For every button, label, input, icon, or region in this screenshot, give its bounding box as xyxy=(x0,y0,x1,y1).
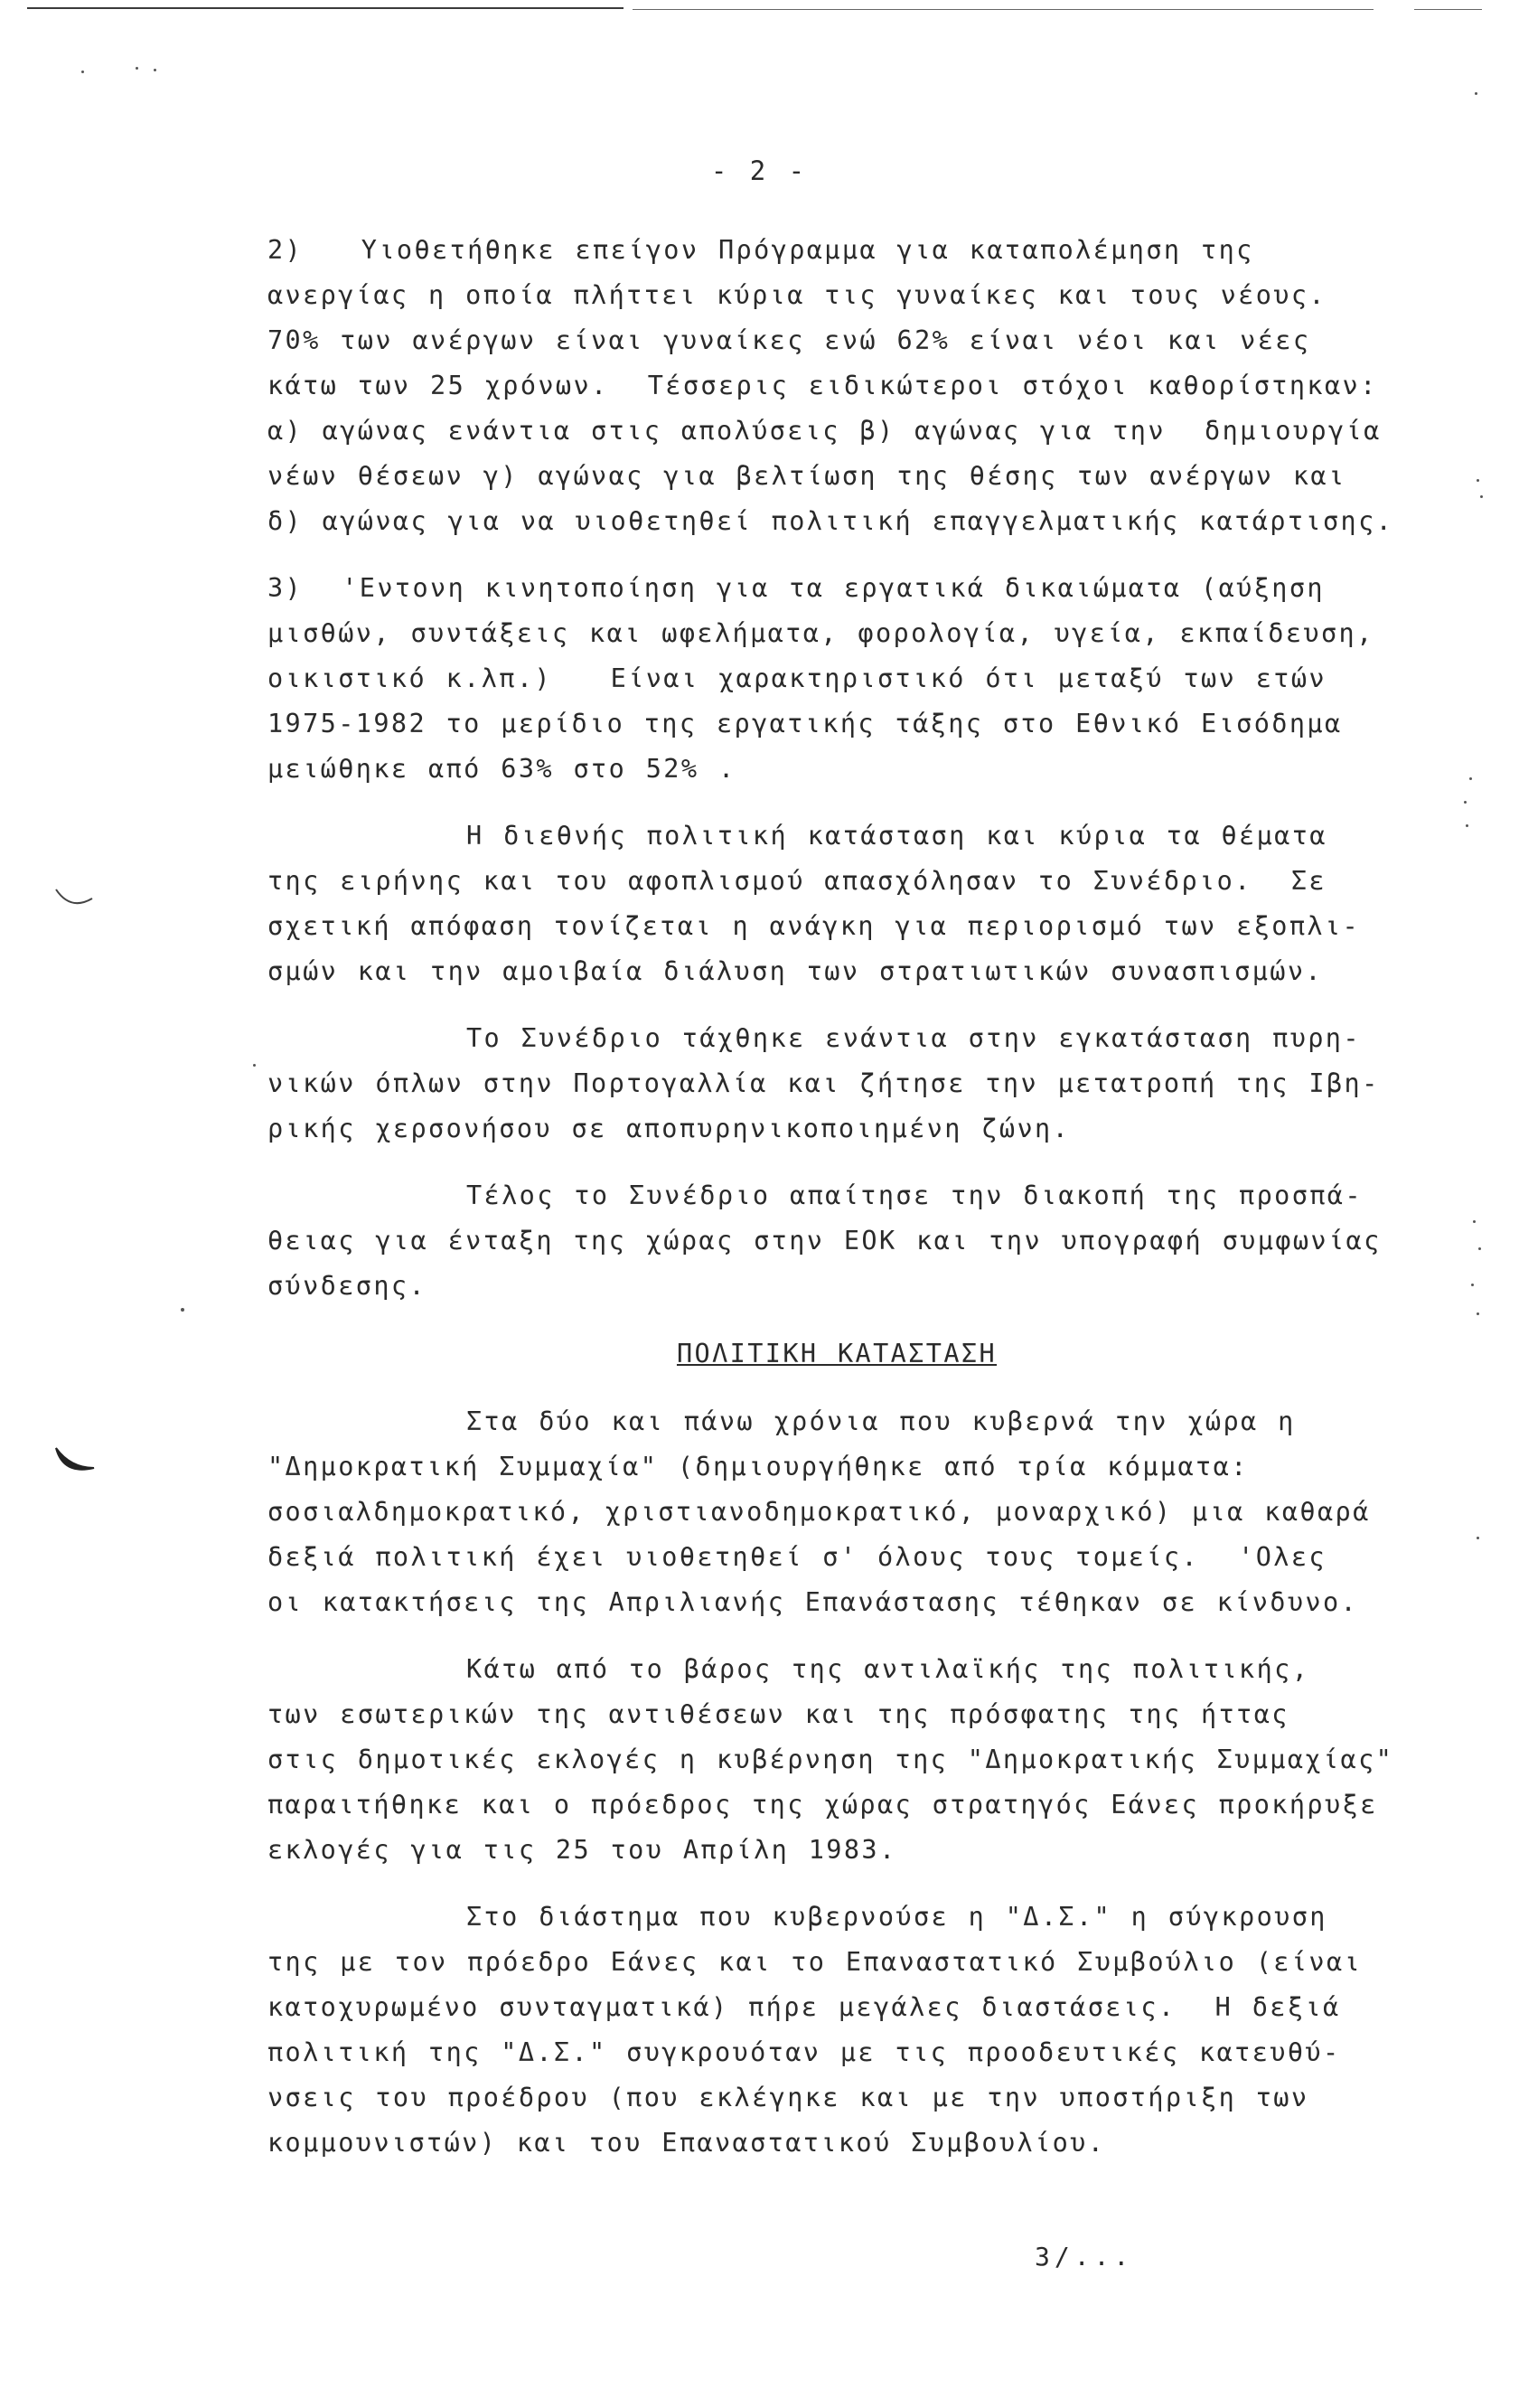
text-line: των εσωτερικών της αντιθέσεων και της πρόσφατης της ήττας xyxy=(267,1699,1289,1729)
text-line: ανεργίας η οποία πλήττει κύρια τις γυναίκες και τους νέους. xyxy=(267,280,1327,310)
text-line: ρικής χερσονήσου σε αποπυρηνικοποιημένη ζώνη. xyxy=(267,1114,1071,1143)
text-line: Στα δύο και πάνω χρόνια που κυβερνά την χώρα η xyxy=(466,1406,1296,1436)
text-line: Το Συνέδριο τάχθηκε ενάντια στην εγκατάσταση πυρη- xyxy=(466,1023,1361,1053)
text-line: κατοχυρωμένο συνταγματικά) πήρε μεγάλες διαστάσεις. Η δεξιά xyxy=(267,1992,1341,2022)
text-line: δεξιά πολιτική έχει υιοθετηθεί σ' όλους τους τομείς. 'Ολες xyxy=(267,1542,1327,1572)
text-line: θειας για ένταξη της χώρας στην ΕΟΚ και την υπογραφή συμφωνίας xyxy=(267,1226,1382,1256)
text-line: παραιτήθηκε και ο πρόεδρος της χώρας στρατηγός Εάνες προκήρυξε xyxy=(267,1790,1378,1820)
text-line: οικιστικό κ.λπ.) Είναι χαρακτηριστικό ότι μεταξύ των ετών xyxy=(267,663,1327,693)
punch-hole-mark-lower xyxy=(52,1444,99,1484)
text-line: δ) αγώνας για να υιοθετηθεί πολιτική επαγγελματικής κατάρτισης. xyxy=(267,506,1394,536)
top-border-rule-mid xyxy=(633,9,1374,10)
top-border-rule-right xyxy=(1414,9,1482,10)
text-line: στις δημοτικές εκλογές η κυβέρνηση της "Δημοκρατικής Συμμαχίας" xyxy=(267,1745,1394,1774)
text-line: νικών όπλων στην Πορτογαλλία και ζήτησε την μετατροπή της Ιβη- xyxy=(267,1068,1380,1098)
punch-hole-mark-upper xyxy=(52,884,98,920)
text-line: οι κατακτήσεις της Απριλιανής Επανάστασης τέθηκαν σε κίνδυνο. xyxy=(267,1587,1359,1617)
top-border-rule xyxy=(27,7,624,9)
text-line: εκλογές για τις 25 του Απρίλη 1983. xyxy=(267,1835,897,1865)
text-line: Κάτω από το βάρος της αντιλαϊκής της πολιτικής, xyxy=(466,1654,1310,1684)
text-line: νέων θέσεων γ) αγώνας για βελτίωση της θέσης των ανέργων και xyxy=(267,461,1346,491)
text-line: 2) Υιοθετήθηκε επείγον Πρόγραμμα για καταπολέμηση της xyxy=(267,235,1254,265)
text-line: της ειρήνης και του αφοπλισμού απασχόλησαν το Συνέδριο. Σε xyxy=(267,866,1327,896)
text-line: μειώθηκε από 63% στο 52% . xyxy=(267,754,736,784)
paragraph-eec xyxy=(267,1173,1388,1309)
paragraph-international xyxy=(267,814,1388,994)
text-line: σχετική απόφαση τονίζεται η ανάγκη για περιορισμό των εξοπλι- xyxy=(267,911,1361,941)
text-line: πολιτική της "Δ.Σ." συγκρουόταν με τις προοδευτικές κατευθύ- xyxy=(267,2037,1341,2067)
text-line: σύνδεσης. xyxy=(267,1271,427,1301)
paragraph-2 xyxy=(267,228,1394,544)
text-line: σοσιαλδημοκρατικό, χριστιανοδημοκρατικό, μοναρχικό) μια καθαρά xyxy=(267,1497,1371,1527)
text-line: Τέλος το Συνέδριο απαίτησε την διακοπή της προσπά- xyxy=(466,1180,1363,1210)
text-line: 3) 'Εντονη κινητοποίηση για τα εργατικά δικαιώματα (αύξηση xyxy=(267,573,1325,603)
text-line: Η διεθνής πολιτική κατάσταση και κύρια τα θέματα xyxy=(466,821,1327,851)
document-body xyxy=(267,228,1394,2166)
text-line: νσεις του προέδρου (που εκλέγηκε και με την υποστήριξη των xyxy=(267,2083,1309,2112)
section-heading: ΠΟΛΙΤΙΚΗ ΚΑΤΑΣΤΑΣΗ xyxy=(676,1339,998,1369)
text-line: κομμουνιστών) και του Επαναστατικού Συμβουλίου. xyxy=(267,2128,1106,2158)
paragraph-conflict xyxy=(267,1895,1388,2166)
text-line: μισθών, συντάξεις και ωφελήματα, φορολογία, υγεία, εκπαίδευση, xyxy=(267,618,1374,648)
text-line: α) αγώνας ενάντια στις απολύσεις β) αγώνας για την δημιουργία xyxy=(267,416,1382,446)
continuation-ref: 3/... xyxy=(1035,2242,1134,2272)
paragraph-nuclear xyxy=(267,1016,1388,1152)
text-line: της με τον πρόεδρο Εάνες και το Επαναστατικό Συμβούλιο (είναι xyxy=(267,1947,1363,1977)
text-line: "Δημοκρατική Συμμαχία" (δημιουργήθηκε από τρία κόμματα: xyxy=(267,1452,1249,1481)
text-line: Στο διάστημα που κυβερνούσε η "Δ.Σ." η σύγκρουση xyxy=(466,1902,1327,1932)
page-number: - 2 - xyxy=(710,155,809,186)
paragraph-3 xyxy=(267,566,1388,792)
text-line: κάτω των 25 χρόνων. Τέσσερις ειδικώτεροι στόχοι καθορίστηκαν: xyxy=(267,371,1378,400)
text-line: 1975-1982 το μερίδιο της εργατικής τάξης στο Εθνικό Εισόδημα xyxy=(267,709,1343,738)
paragraph-resignation xyxy=(267,1647,1394,1873)
text-line: σμών και την αμοιβαία διάλυση των στρατιωτικών συνασπισμών. xyxy=(267,956,1323,986)
text-line: 70% των ανέργων είναι γυναίκες ενώ 62% είναι νέοι και νέες xyxy=(267,325,1311,355)
paragraph-democratic-alliance xyxy=(267,1399,1388,1625)
